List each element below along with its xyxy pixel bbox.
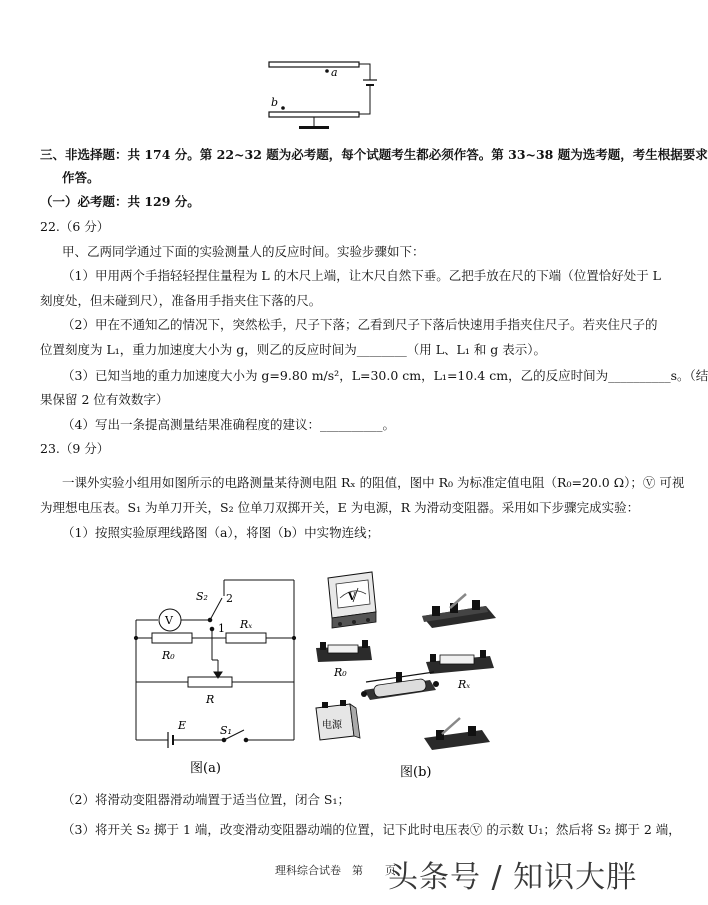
q22-intro: 甲、乙两同学通过下面的实验测量人的反应时间。实验步骤如下： [62, 244, 425, 259]
capacitor-figure [255, 40, 385, 140]
meter-v-label: V [348, 592, 356, 603]
lower-plate [269, 112, 359, 117]
s2-pos1: 1 [218, 622, 225, 635]
q22-step4: （4）写出一条提高测量结果准确程度的建议：__________。 [62, 417, 395, 432]
s2-pos2: 2 [226, 592, 233, 605]
q23-step3: （3）将开关 S₂ 掷于 1 端，改变滑动变阻器动端的位置，记下此时电压表Ⓥ 的示数 U₁；然后将 S₂ 掷于 2 端， [62, 822, 681, 837]
s1-label: S₁ [220, 724, 232, 737]
wire-bottom [359, 85, 370, 114]
q22-step1-line2: 刻度处，但未碰到尺），准备用手指夹住下落的尺。 [40, 293, 322, 308]
section-heading-line2: 作答。 [62, 170, 100, 185]
point-b [281, 106, 285, 110]
q22-step3-line2: 果保留 2 位有效数字） [40, 392, 169, 407]
section-heading-line1: 三、非选择题：共 174 分。第 22~32 题为必考题，每个试题考生都必须作答。第 33~38 题为选考题，考生根据要求 [40, 147, 708, 162]
e-label: E [178, 719, 187, 732]
q22-step1-line1: （1）甲用两个手指轻轻捏住量程为 L 的木尺上端，让木尺自然下垂。乙把手放在尺的下端（位置恰好处于 L [62, 268, 661, 283]
point-a [325, 69, 329, 73]
watermark: 头条号 / 知识大胖 [388, 860, 638, 895]
s2-label: S₂ [196, 590, 208, 603]
q23-number: 23.（9 分） [40, 441, 110, 456]
r0-device-label: R₀ [334, 666, 347, 679]
resistor-r0-device [316, 640, 372, 679]
switch-s2-device [422, 594, 496, 628]
label-a: a [331, 66, 338, 79]
q22-step2-line1: （2）甲在不通知乙的情况下，突然松手，尺子下落；乙看到尺子下落后快速用手指夹住尺子。若夹住尺子的 [62, 317, 658, 332]
page-footer: 理科综合试卷 第 页 [275, 864, 396, 877]
rx-device-label: Rₓ [458, 678, 471, 691]
wire-top [359, 64, 370, 80]
r0-label: R₀ [162, 649, 175, 662]
voltmeter-label: V [165, 614, 173, 627]
q22-step2-line2: 位置刻度为 L₁，重力加速度大小为 g，则乙的反应时间为________（用 L、L₁ 和 g 表示）。 [40, 342, 547, 357]
switch-s1-device [424, 718, 490, 750]
q23-intro-line2: 为理想电压表。S₁ 为单刀开关，S₂ 位单刀双掷开关，E 为电源，R 为滑动变阻器。采用如下步骤完成实验： [40, 500, 640, 515]
q23-step1: （1）按照实验原理线路图（a），将图（b）中实物连线； [62, 525, 380, 540]
component-photo-b [310, 568, 510, 782]
q22-step3-line1: （3）已知当地的重力加速度大小为 g=9.80 m/s²，L=30.0 cm，L₁=10.4 cm，乙的反应时间为__________s。（结 [62, 368, 708, 383]
resistor-rx [226, 633, 266, 643]
power-supply-device [316, 700, 360, 740]
resistor-r0 [152, 633, 192, 643]
rx-label: Rₓ [240, 618, 253, 631]
fig-a-caption: 图(a) [190, 761, 221, 776]
voltmeter-device [328, 572, 376, 628]
label-b: b [271, 96, 279, 109]
ground-symbol [299, 126, 329, 129]
rheostat-r [188, 677, 232, 687]
circuit-diagram-a [128, 572, 308, 780]
section-subheading: （一）必考题：共 129 分。 [40, 194, 200, 209]
rheostat-device [361, 672, 439, 700]
power-label: 电源 [322, 720, 342, 731]
fig-b-caption: 图(b) [400, 765, 432, 780]
r-label: R [206, 693, 215, 706]
upper-plate [269, 62, 359, 67]
q23-step2: （2）将滑动变阻器滑动端置于适当位置，闭合 S₁； [62, 792, 351, 807]
switch-s2-blade [210, 598, 222, 620]
q23-intro-line1: 一课外实验小组用如图所示的电路测量某待测电阻 Rₓ 的阻值，图中 R₀ 为标准定值电阻（R₀=20.0 Ω）；Ⓥ 可视 [62, 475, 685, 490]
q22-number: 22.（6 分） [40, 219, 110, 234]
